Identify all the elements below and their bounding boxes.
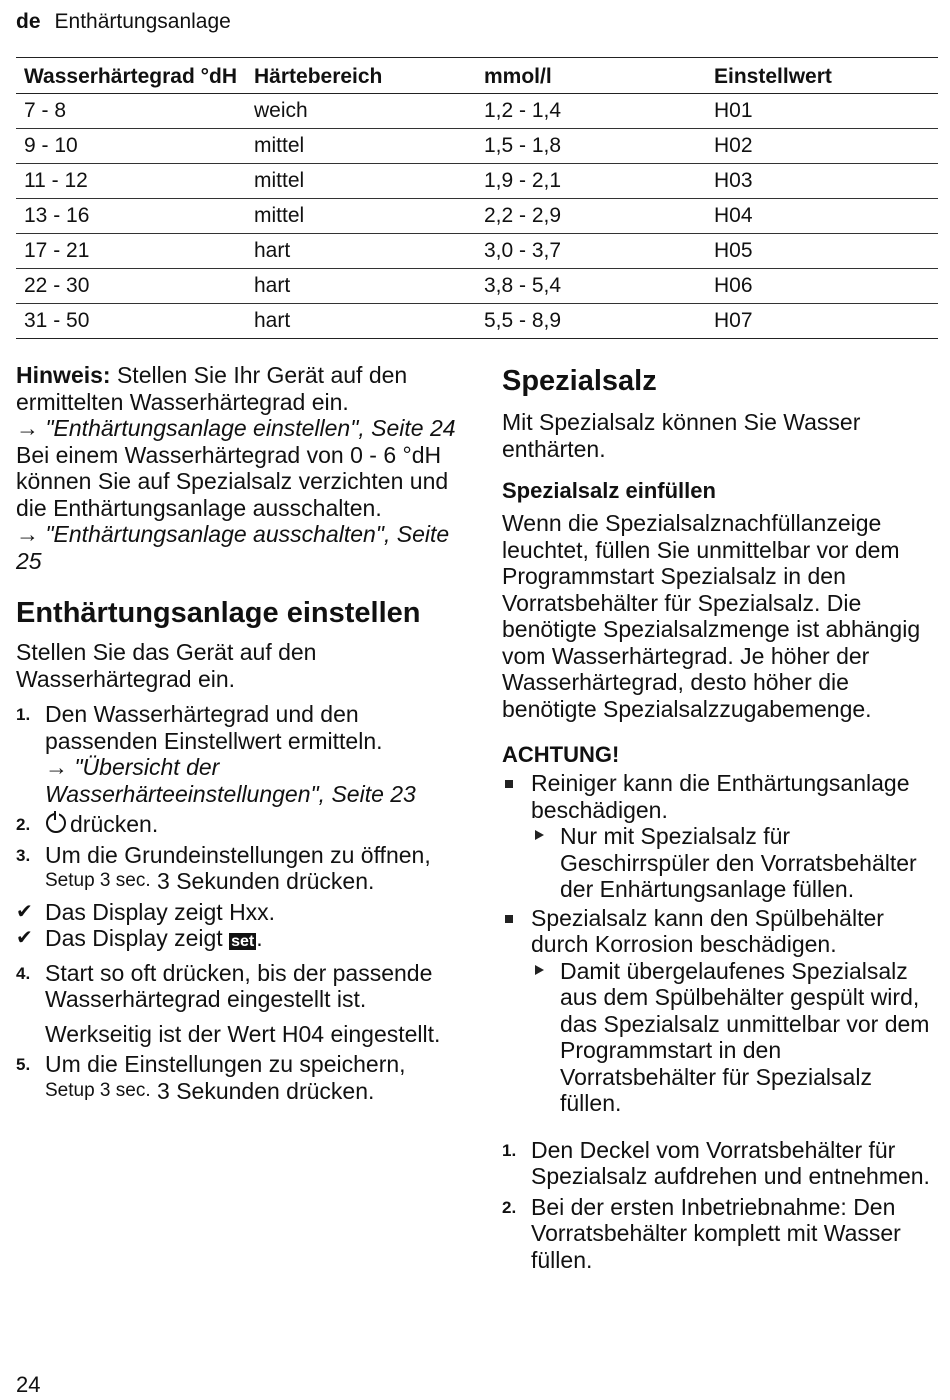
display-set-symbol: set: [231, 933, 255, 950]
section-heading: Enthärtungsanlage einstellen: [16, 597, 421, 629]
table-cell: mittel: [246, 129, 476, 164]
step-text: Um die Einstellungen zu speichern,: [45, 1051, 406, 1077]
column-header: Härtebereich: [246, 60, 476, 94]
triangle-arrow-icon: [535, 965, 544, 975]
subsection-heading: Spezialsalz einfüllen: [502, 478, 716, 503]
table-cell: 3,8 - 5,4: [476, 269, 706, 304]
table-cell: 31 - 50: [16, 304, 246, 339]
table-row: [16, 269, 938, 304]
step-text: drücken.: [70, 811, 159, 837]
left-column: [16, 362, 456, 1104]
section-heading: Spezialsalz: [502, 365, 657, 397]
table-cell: H06: [706, 269, 938, 304]
check-icon: ✔: [16, 927, 33, 949]
note-text: Stellen Sie Ihr Gerät auf den ermittelten Wasserhärtegrad ein.: [16, 362, 408, 415]
step-number: 3.: [16, 845, 31, 865]
setup-key-label: Setup 3 sec.: [45, 870, 151, 891]
instruction-list: [502, 1137, 932, 1274]
list-item: [502, 1194, 932, 1274]
bullet-square-icon: [505, 780, 513, 788]
step-text: Den Wasserhärtegrad und den passenden Einstellwert ermitteln.: [45, 701, 383, 754]
instruction-list: [16, 701, 456, 1104]
column-header: Wasserhärtegrad °dH: [16, 60, 246, 94]
step-text: Den Deckel vom Vorratsbehälter für Spezialsalz aufdrehen und entnehmen.: [531, 1136, 930, 1189]
action-item: [531, 958, 932, 1117]
table-cell: H02: [706, 129, 938, 164]
step-number: 1.: [502, 1140, 517, 1160]
table-row: [16, 304, 938, 339]
table-row: [16, 199, 938, 234]
section-title: Enthärtungsanlage: [54, 10, 231, 33]
table-cell: H04: [706, 199, 938, 234]
cross-reference-link[interactable]: → "Übersicht der Wasserhärteeinstellungen", Seite 23: [45, 754, 416, 807]
list-item: [16, 811, 456, 838]
table-cell: 7 - 8: [16, 94, 246, 129]
action-text: Nur mit Spezialsalz für Geschirrspüler den Vorratsbehälter der Enhärtungsanlage füllen.: [560, 823, 917, 902]
right-column: [502, 362, 932, 1273]
page-number: 24: [16, 1372, 41, 1397]
column-header: mmol/l: [476, 60, 706, 94]
result-text-end: .: [256, 925, 263, 951]
table-cell: hart: [246, 304, 476, 339]
header-divider: [16, 57, 938, 58]
table-cell: 13 - 16: [16, 199, 246, 234]
table-cell: 2,2 - 2,9: [476, 199, 706, 234]
cross-reference-link[interactable]: → "Enthärtungsanlage einstellen", Seite 24: [16, 415, 456, 441]
warning-heading: ACHTUNG!: [502, 742, 620, 767]
list-item: [502, 1137, 932, 1190]
table-row: [16, 129, 938, 164]
note-label: Hinweis:: [16, 362, 111, 388]
note-text-2: Bei einem Wasserhärtegrad von 0 - 6 °dH können Sie auf Spezialsalz verzichten und die Enthärtungsanlage ausschalten.: [16, 441, 449, 521]
table-cell: 5,5 - 8,9: [476, 304, 706, 339]
list-item: [16, 1051, 456, 1104]
warning-text: Reiniger kann die Enthärtungsanlage beschädigen.: [531, 770, 910, 823]
list-item: [16, 899, 456, 926]
cross-reference-link[interactable]: → "Enthärtungsanlage ausschalten", Seite 25: [16, 521, 450, 574]
step-number: 2.: [16, 815, 31, 834]
start-key-label: Start: [45, 959, 94, 986]
table-cell: 3,0 - 3,7: [476, 234, 706, 269]
table-cell: 22 - 30: [16, 269, 246, 304]
step-text: Bei der ersten Inbetriebnahme: Den Vorratsbehälter komplett mit Wasser füllen.: [531, 1193, 901, 1273]
table-row: [16, 234, 938, 269]
action-item: [531, 823, 932, 903]
page-header: [16, 10, 231, 34]
table-cell: hart: [246, 269, 476, 304]
body-paragraph: Wenn die Spezialsalznachfüllanzeige leuchtet, füllen Sie unmittelbar vor dem Programmstart Spezialsalz in den Vorratsbehälter für Spezialsalz. Die benötigte Spezialsalzmenge ist abhängig vom Wasserhärtegrad. Je höher der Wasserhärtegrad, desto höher die benötigte Spezialsalzzugabemenge.: [502, 510, 921, 722]
table-cell: hart: [246, 234, 476, 269]
result-text: Das Display zeigt: [45, 925, 230, 951]
step-number: 1.: [16, 705, 31, 724]
step-number: 4.: [16, 963, 31, 983]
intro-text: Mit Spezialsalz können Sie Wasser enthärten.: [502, 409, 861, 462]
list-item: [16, 701, 456, 807]
table-cell: 1,2 - 1,4: [476, 94, 706, 129]
power-icon: [46, 813, 66, 833]
check-icon: ✔: [16, 900, 33, 923]
table-cell: H05: [706, 234, 938, 269]
step-number: 2.: [502, 1197, 517, 1217]
water-hardness-table: [16, 60, 938, 339]
table-cell: H01: [706, 94, 938, 129]
table-cell: 11 - 12: [16, 164, 246, 199]
table-row: [16, 164, 938, 199]
language-tag: de: [16, 10, 41, 33]
table-cell: 1,9 - 2,1: [476, 164, 706, 199]
triangle-arrow-icon: [535, 830, 544, 840]
warning-bullet: [502, 905, 932, 1117]
table-cell: 17 - 21: [16, 234, 246, 269]
list-item: [16, 925, 456, 956]
intro-text: Stellen Sie das Gerät auf den Wasserhärtegrad ein.: [16, 639, 317, 692]
table-cell: 9 - 10: [16, 129, 246, 164]
step-text: Um die Grundeinstellungen zu öffnen,: [45, 841, 431, 868]
setup-key-label: Setup 3 sec.: [45, 1079, 151, 1101]
table-cell: weich: [246, 94, 476, 129]
table-cell: H07: [706, 304, 938, 339]
step-number: 5.: [16, 1055, 31, 1074]
warning-text: Spezialsalz kann den Spülbehälter durch Korrosion beschädigen.: [531, 904, 884, 957]
table-cell: H03: [706, 164, 938, 199]
step-text: 3 Sekunden drücken.: [150, 868, 375, 894]
table-cell: mittel: [246, 199, 476, 234]
list-item: [16, 842, 456, 895]
table-header-row: [16, 60, 938, 94]
step-note: Werkseitig ist der Wert H04 eingestellt.: [45, 1020, 441, 1047]
warning-bullet: [502, 770, 932, 903]
result-text: Das Display zeigt Hxx.: [45, 898, 276, 925]
step-text: 3 Sekunden drücken.: [150, 1077, 375, 1104]
action-text: Damit übergelaufenes Spezialsalz aus dem Spülbehälter gespült wird, das Spezialsalz unmittelbar vor dem Programmstart in den Vorratsbehälter für Spezialsalz füllen.: [560, 957, 930, 1116]
table-cell: mittel: [246, 164, 476, 199]
column-header: Einstellwert: [706, 60, 938, 94]
table-cell: 1,5 - 1,8: [476, 129, 706, 164]
list-item: [16, 960, 456, 1048]
step-text: so oft drücken, bis der passende Wasserhärtegrad eingestellt ist.: [45, 959, 433, 1012]
bullet-square-icon: [505, 915, 513, 923]
table-row: [16, 94, 938, 129]
note-paragraph: [16, 362, 456, 415]
